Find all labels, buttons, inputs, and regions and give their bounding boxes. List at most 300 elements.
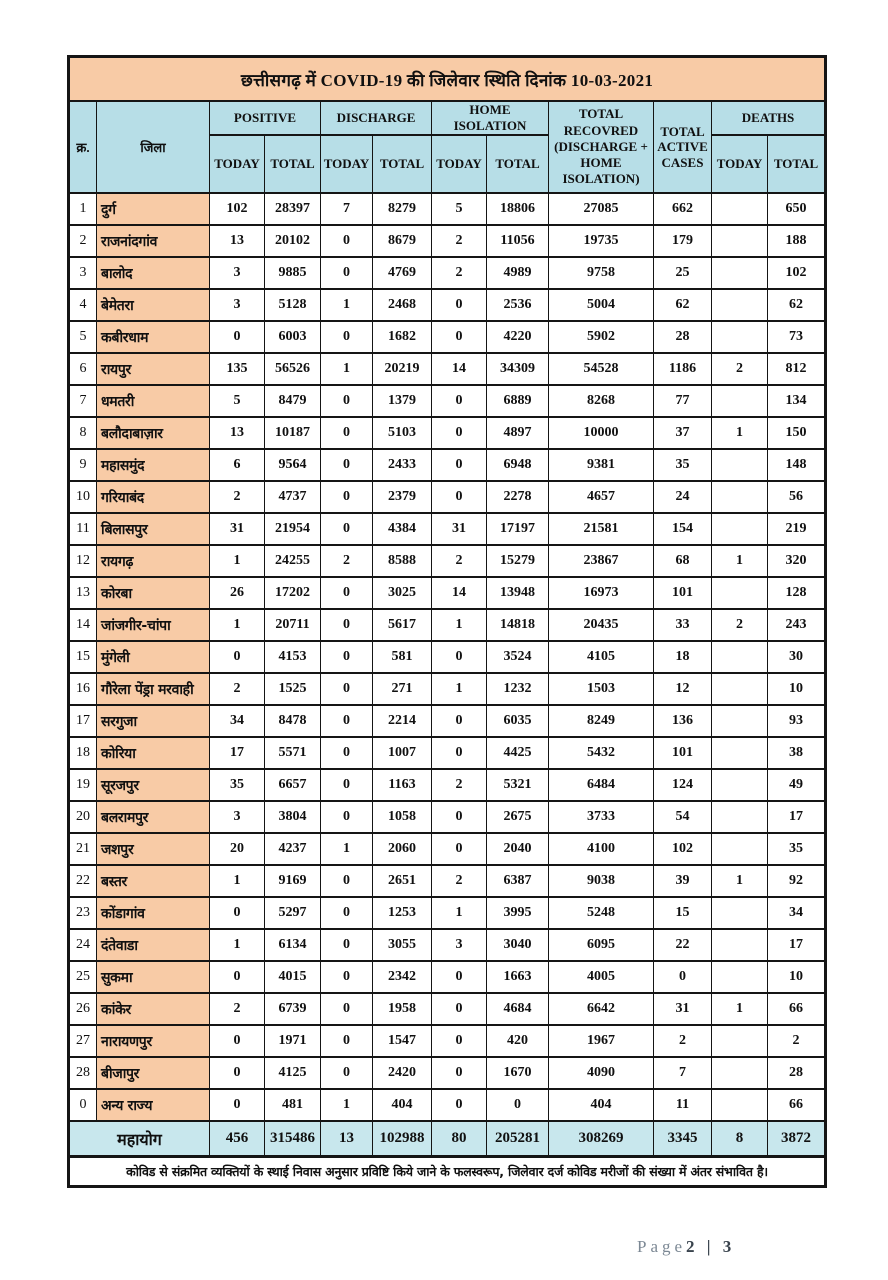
col-header-home-isolation-today: TODAY <box>432 135 487 193</box>
district-cell: बालोद <box>97 257 210 289</box>
value-cell: 0 <box>321 449 373 481</box>
page-word: Page <box>637 1237 687 1256</box>
col-header-positive: POSITIVE <box>210 101 321 135</box>
value-cell: 3995 <box>487 897 549 929</box>
value-cell: 17 <box>768 801 826 833</box>
value-cell: 17197 <box>487 513 549 545</box>
value-cell: 1 <box>712 545 768 577</box>
serial-cell: 14 <box>69 609 97 641</box>
value-cell: 148 <box>768 449 826 481</box>
value-cell: 17202 <box>265 577 321 609</box>
value-cell: 0 <box>432 321 487 353</box>
district-cell: कोरबा <box>97 577 210 609</box>
value-cell: 1 <box>712 865 768 897</box>
district-cell: बस्तर <box>97 865 210 897</box>
table-row <box>69 289 826 321</box>
value-cell: 128 <box>768 577 826 609</box>
value-cell: 24255 <box>265 545 321 577</box>
value-cell: 35 <box>654 449 712 481</box>
serial-cell: 9 <box>69 449 97 481</box>
value-cell <box>712 225 768 257</box>
district-cell: सरगुजा <box>97 705 210 737</box>
value-cell: 1670 <box>487 1057 549 1089</box>
table-row <box>69 865 826 897</box>
grand-total-active: 3345 <box>654 1121 712 1157</box>
district-cell: सूरजपुर <box>97 769 210 801</box>
value-cell: 1503 <box>549 673 654 705</box>
value-cell: 1058 <box>373 801 432 833</box>
value-cell: 243 <box>768 609 826 641</box>
value-cell: 18 <box>654 641 712 673</box>
serial-cell: 4 <box>69 289 97 321</box>
value-cell: 49 <box>768 769 826 801</box>
serial-cell: 6 <box>69 353 97 385</box>
header-line: (DISCHARGE + <box>554 138 648 154</box>
value-cell: 102 <box>654 833 712 865</box>
value-cell: 2 <box>321 545 373 577</box>
value-cell <box>712 481 768 513</box>
serial-cell: 5 <box>69 321 97 353</box>
table-row <box>69 353 826 385</box>
table-row <box>69 961 826 993</box>
value-cell: 0 <box>321 705 373 737</box>
value-cell: 8588 <box>373 545 432 577</box>
value-cell: 3 <box>210 289 265 321</box>
header-line: CASES <box>661 154 704 170</box>
value-cell: 0 <box>432 1025 487 1057</box>
serial-cell: 19 <box>69 769 97 801</box>
serial-cell: 27 <box>69 1025 97 1057</box>
value-cell: 101 <box>654 737 712 769</box>
table-row <box>69 609 826 641</box>
value-cell: 3055 <box>373 929 432 961</box>
serial-cell: 7 <box>69 385 97 417</box>
district-cell: जशपुर <box>97 833 210 865</box>
value-cell: 0 <box>432 705 487 737</box>
value-cell: 1 <box>712 417 768 449</box>
value-cell <box>712 1089 768 1121</box>
value-cell: 2214 <box>373 705 432 737</box>
value-cell: 1253 <box>373 897 432 929</box>
value-cell: 0 <box>321 929 373 961</box>
value-cell <box>712 641 768 673</box>
value-cell: 0 <box>321 1025 373 1057</box>
value-cell <box>712 929 768 961</box>
table-row <box>69 225 826 257</box>
value-cell: 9038 <box>549 865 654 897</box>
value-cell: 10 <box>768 961 826 993</box>
header-line: TOTAL <box>578 106 624 122</box>
value-cell: 0 <box>321 609 373 641</box>
value-cell: 62 <box>768 289 826 321</box>
value-cell: 2433 <box>373 449 432 481</box>
value-cell: 0 <box>432 961 487 993</box>
district-cell: कोरिया <box>97 737 210 769</box>
serial-cell: 18 <box>69 737 97 769</box>
value-cell <box>712 385 768 417</box>
value-cell: 812 <box>768 353 826 385</box>
table-row <box>69 321 826 353</box>
value-cell: 2 <box>432 865 487 897</box>
value-cell: 5248 <box>549 897 654 929</box>
value-cell: 404 <box>373 1089 432 1121</box>
table-title: छत्तीसगढ़ में COVID-19 की जिलेवार स्थिति दिनांक 10-03-2021 <box>69 57 826 102</box>
value-cell: 4100 <box>549 833 654 865</box>
serial-cell: 1 <box>69 193 97 225</box>
value-cell: 0 <box>321 865 373 897</box>
value-cell <box>712 193 768 225</box>
value-cell: 102 <box>768 257 826 289</box>
value-cell <box>712 961 768 993</box>
value-cell: 6657 <box>265 769 321 801</box>
value-cell: 12 <box>654 673 712 705</box>
value-cell: 219 <box>768 513 826 545</box>
value-cell: 404 <box>549 1089 654 1121</box>
value-cell: 1547 <box>373 1025 432 1057</box>
value-cell: 6484 <box>549 769 654 801</box>
value-cell: 6387 <box>487 865 549 897</box>
serial-cell: 20 <box>69 801 97 833</box>
value-cell: 4125 <box>265 1057 321 1089</box>
value-cell: 101 <box>654 577 712 609</box>
value-cell: 0 <box>321 321 373 353</box>
value-cell: 5432 <box>549 737 654 769</box>
value-cell: 21954 <box>265 513 321 545</box>
value-cell: 73 <box>768 321 826 353</box>
value-cell <box>712 321 768 353</box>
value-cell: 1525 <box>265 673 321 705</box>
value-cell: 1 <box>321 833 373 865</box>
district-cell: महासमुंद <box>97 449 210 481</box>
value-cell: 10000 <box>549 417 654 449</box>
grand-total-label: महायोग <box>69 1121 210 1157</box>
value-cell: 6095 <box>549 929 654 961</box>
grand-total-recovered: 308269 <box>549 1121 654 1157</box>
value-cell: 6 <box>210 449 265 481</box>
serial-cell: 24 <box>69 929 97 961</box>
value-cell: 6889 <box>487 385 549 417</box>
value-cell: 6948 <box>487 449 549 481</box>
value-cell: 3 <box>210 801 265 833</box>
value-cell: 2 <box>432 225 487 257</box>
value-cell: 1971 <box>265 1025 321 1057</box>
value-cell: 68 <box>654 545 712 577</box>
district-cell: बीजापुर <box>97 1057 210 1089</box>
district-cell: राजनांदगांव <box>97 225 210 257</box>
district-cell: सुकमा <box>97 961 210 993</box>
page-number: 2 | 3 <box>686 1237 736 1256</box>
value-cell: 3 <box>432 929 487 961</box>
value-cell: 9758 <box>549 257 654 289</box>
value-cell: 4684 <box>487 993 549 1025</box>
value-cell: 0 <box>210 961 265 993</box>
value-cell: 34 <box>768 897 826 929</box>
value-cell: 135 <box>210 353 265 385</box>
value-cell: 1007 <box>373 737 432 769</box>
value-cell: 24 <box>654 481 712 513</box>
value-cell: 9169 <box>265 865 321 897</box>
value-cell: 0 <box>432 1057 487 1089</box>
value-cell: 1 <box>432 673 487 705</box>
value-cell: 39 <box>654 865 712 897</box>
value-cell: 20102 <box>265 225 321 257</box>
value-cell: 0 <box>321 225 373 257</box>
value-cell: 2 <box>712 609 768 641</box>
footnote-text: कोविड से संक्रमित व्यक्तियों के स्थाई निवास अनुसार प्रविष्टि किये जाने के फलस्वरूप, जिलेवार दर्ज कोविड मरीजों की संख्या में अंतर संभावित है। <box>69 1157 826 1187</box>
value-cell: 5571 <box>265 737 321 769</box>
value-cell: 3 <box>210 257 265 289</box>
value-cell <box>712 673 768 705</box>
value-cell: 66 <box>768 993 826 1025</box>
value-cell: 0 <box>321 897 373 929</box>
value-cell: 66 <box>768 1089 826 1121</box>
value-cell: 4015 <box>265 961 321 993</box>
serial-cell: 16 <box>69 673 97 705</box>
value-cell: 2468 <box>373 289 432 321</box>
table-row <box>69 833 826 865</box>
value-cell: 13 <box>210 225 265 257</box>
value-cell: 35 <box>768 833 826 865</box>
value-cell: 14 <box>432 577 487 609</box>
table-row <box>69 513 826 545</box>
value-cell: 134 <box>768 385 826 417</box>
value-cell: 14818 <box>487 609 549 641</box>
value-cell: 5 <box>432 193 487 225</box>
district-cell: रायपुर <box>97 353 210 385</box>
value-cell: 0 <box>432 449 487 481</box>
value-cell: 0 <box>321 1057 373 1089</box>
value-cell: 0 <box>432 417 487 449</box>
page-number-label <box>637 1237 735 1257</box>
header-line: ACTIVE <box>657 139 708 155</box>
district-cell: नारायणपुर <box>97 1025 210 1057</box>
value-cell: 37 <box>654 417 712 449</box>
value-cell: 1 <box>432 609 487 641</box>
value-cell: 4090 <box>549 1057 654 1089</box>
value-cell: 2 <box>712 353 768 385</box>
value-cell: 2060 <box>373 833 432 865</box>
col-header-district: जिला <box>97 101 210 193</box>
value-cell: 13 <box>210 417 265 449</box>
value-cell: 1163 <box>373 769 432 801</box>
value-cell: 10 <box>768 673 826 705</box>
value-cell: 4737 <box>265 481 321 513</box>
table-row <box>69 385 826 417</box>
serial-cell: 0 <box>69 1089 97 1121</box>
value-cell: 8479 <box>265 385 321 417</box>
value-cell: 18806 <box>487 193 549 225</box>
grand-total-row <box>69 1121 826 1157</box>
value-cell: 4897 <box>487 417 549 449</box>
value-cell <box>712 737 768 769</box>
value-cell: 2 <box>210 673 265 705</box>
col-header-serial: क्र. <box>69 101 97 193</box>
value-cell: 9564 <box>265 449 321 481</box>
value-cell: 56 <box>768 481 826 513</box>
value-cell: 7 <box>321 193 373 225</box>
district-cell: जांजगीर-चांपा <box>97 609 210 641</box>
grand-total-positive-total: 315486 <box>265 1121 321 1157</box>
table-footer <box>69 1121 826 1187</box>
value-cell: 56526 <box>265 353 321 385</box>
value-cell: 2 <box>432 545 487 577</box>
value-cell: 92 <box>768 865 826 897</box>
serial-cell: 23 <box>69 897 97 929</box>
value-cell: 0 <box>432 801 487 833</box>
value-cell <box>712 449 768 481</box>
value-cell: 5617 <box>373 609 432 641</box>
value-cell: 20711 <box>265 609 321 641</box>
district-cell: मुंगेली <box>97 641 210 673</box>
value-cell: 62 <box>654 289 712 321</box>
value-cell: 1379 <box>373 385 432 417</box>
value-cell: 2420 <box>373 1057 432 1089</box>
value-cell: 8679 <box>373 225 432 257</box>
value-cell: 1 <box>432 897 487 929</box>
value-cell: 0 <box>210 1025 265 1057</box>
serial-cell: 12 <box>69 545 97 577</box>
value-cell: 11 <box>654 1089 712 1121</box>
value-cell: 34 <box>210 705 265 737</box>
value-cell: 28 <box>654 321 712 353</box>
district-cell: बलौदाबाज़ार <box>97 417 210 449</box>
value-cell: 662 <box>654 193 712 225</box>
value-cell: 0 <box>487 1089 549 1121</box>
value-cell: 8478 <box>265 705 321 737</box>
value-cell: 0 <box>432 1089 487 1121</box>
value-cell <box>712 289 768 321</box>
title-row <box>69 57 826 102</box>
value-cell: 9381 <box>549 449 654 481</box>
value-cell <box>712 513 768 545</box>
value-cell: 1 <box>210 929 265 961</box>
value-cell <box>712 801 768 833</box>
value-cell: 1 <box>321 1089 373 1121</box>
district-cell: बिलासपुर <box>97 513 210 545</box>
value-cell: 6035 <box>487 705 549 737</box>
value-cell: 4657 <box>549 481 654 513</box>
value-cell: 0 <box>210 641 265 673</box>
value-cell: 77 <box>654 385 712 417</box>
footnote-row <box>69 1157 826 1187</box>
value-cell: 13948 <box>487 577 549 609</box>
value-cell: 0 <box>321 417 373 449</box>
value-cell: 3025 <box>373 577 432 609</box>
value-cell: 0 <box>321 641 373 673</box>
value-cell: 20219 <box>373 353 432 385</box>
table-row <box>69 929 826 961</box>
district-cell: धमतरी <box>97 385 210 417</box>
value-cell: 1 <box>210 609 265 641</box>
value-cell: 8279 <box>373 193 432 225</box>
value-cell: 0 <box>210 321 265 353</box>
value-cell: 3040 <box>487 929 549 961</box>
value-cell: 0 <box>321 513 373 545</box>
value-cell: 2651 <box>373 865 432 897</box>
value-cell: 1 <box>712 993 768 1025</box>
value-cell: 23867 <box>549 545 654 577</box>
value-cell: 6003 <box>265 321 321 353</box>
value-cell: 2040 <box>487 833 549 865</box>
value-cell: 0 <box>432 737 487 769</box>
table-row <box>69 705 826 737</box>
value-cell: 5004 <box>549 289 654 321</box>
value-cell: 33 <box>654 609 712 641</box>
value-cell: 9885 <box>265 257 321 289</box>
value-cell: 0 <box>432 641 487 673</box>
value-cell: 8249 <box>549 705 654 737</box>
value-cell <box>712 705 768 737</box>
value-cell: 1967 <box>549 1025 654 1057</box>
value-cell: 0 <box>432 289 487 321</box>
table-row <box>69 737 826 769</box>
value-cell: 4425 <box>487 737 549 769</box>
value-cell: 20 <box>210 833 265 865</box>
value-cell: 188 <box>768 225 826 257</box>
table-header <box>69 57 826 194</box>
value-cell: 5 <box>210 385 265 417</box>
value-cell <box>712 897 768 929</box>
value-cell: 1 <box>321 353 373 385</box>
covid-status-table <box>67 55 827 1188</box>
value-cell: 0 <box>432 833 487 865</box>
value-cell: 20435 <box>549 609 654 641</box>
value-cell: 2 <box>768 1025 826 1057</box>
table-row <box>69 257 826 289</box>
value-cell: 17 <box>210 737 265 769</box>
value-cell: 5297 <box>265 897 321 929</box>
value-cell: 2675 <box>487 801 549 833</box>
serial-cell: 8 <box>69 417 97 449</box>
value-cell: 0 <box>321 801 373 833</box>
value-cell: 2536 <box>487 289 549 321</box>
value-cell: 3804 <box>265 801 321 833</box>
value-cell: 6739 <box>265 993 321 1025</box>
district-cell: बलरामपुर <box>97 801 210 833</box>
serial-cell: 22 <box>69 865 97 897</box>
value-cell: 1 <box>210 865 265 897</box>
serial-cell: 13 <box>69 577 97 609</box>
value-cell: 0 <box>321 257 373 289</box>
value-cell: 2342 <box>373 961 432 993</box>
value-cell: 30 <box>768 641 826 673</box>
value-cell <box>712 577 768 609</box>
value-cell: 2379 <box>373 481 432 513</box>
value-cell: 11056 <box>487 225 549 257</box>
value-cell: 4989 <box>487 257 549 289</box>
value-cell: 1958 <box>373 993 432 1025</box>
value-cell: 271 <box>373 673 432 705</box>
district-cell: अन्य राज्य <box>97 1089 210 1121</box>
table-row <box>69 481 826 513</box>
value-cell: 320 <box>768 545 826 577</box>
value-cell: 16973 <box>549 577 654 609</box>
table-row <box>69 577 826 609</box>
col-header-home-isolation-total: TOTAL <box>487 135 549 193</box>
serial-cell: 15 <box>69 641 97 673</box>
col-header-total-recovered <box>549 101 654 193</box>
serial-cell: 21 <box>69 833 97 865</box>
table-row <box>69 673 826 705</box>
value-cell: 0 <box>321 961 373 993</box>
table-row <box>69 449 826 481</box>
value-cell: 28 <box>768 1057 826 1089</box>
district-cell: गौरेला पेंड्रा मरवाही <box>97 673 210 705</box>
table-row <box>69 1089 826 1121</box>
grand-total-positive-today: 456 <box>210 1121 265 1157</box>
serial-cell: 25 <box>69 961 97 993</box>
district-cell: कबीरधाम <box>97 321 210 353</box>
